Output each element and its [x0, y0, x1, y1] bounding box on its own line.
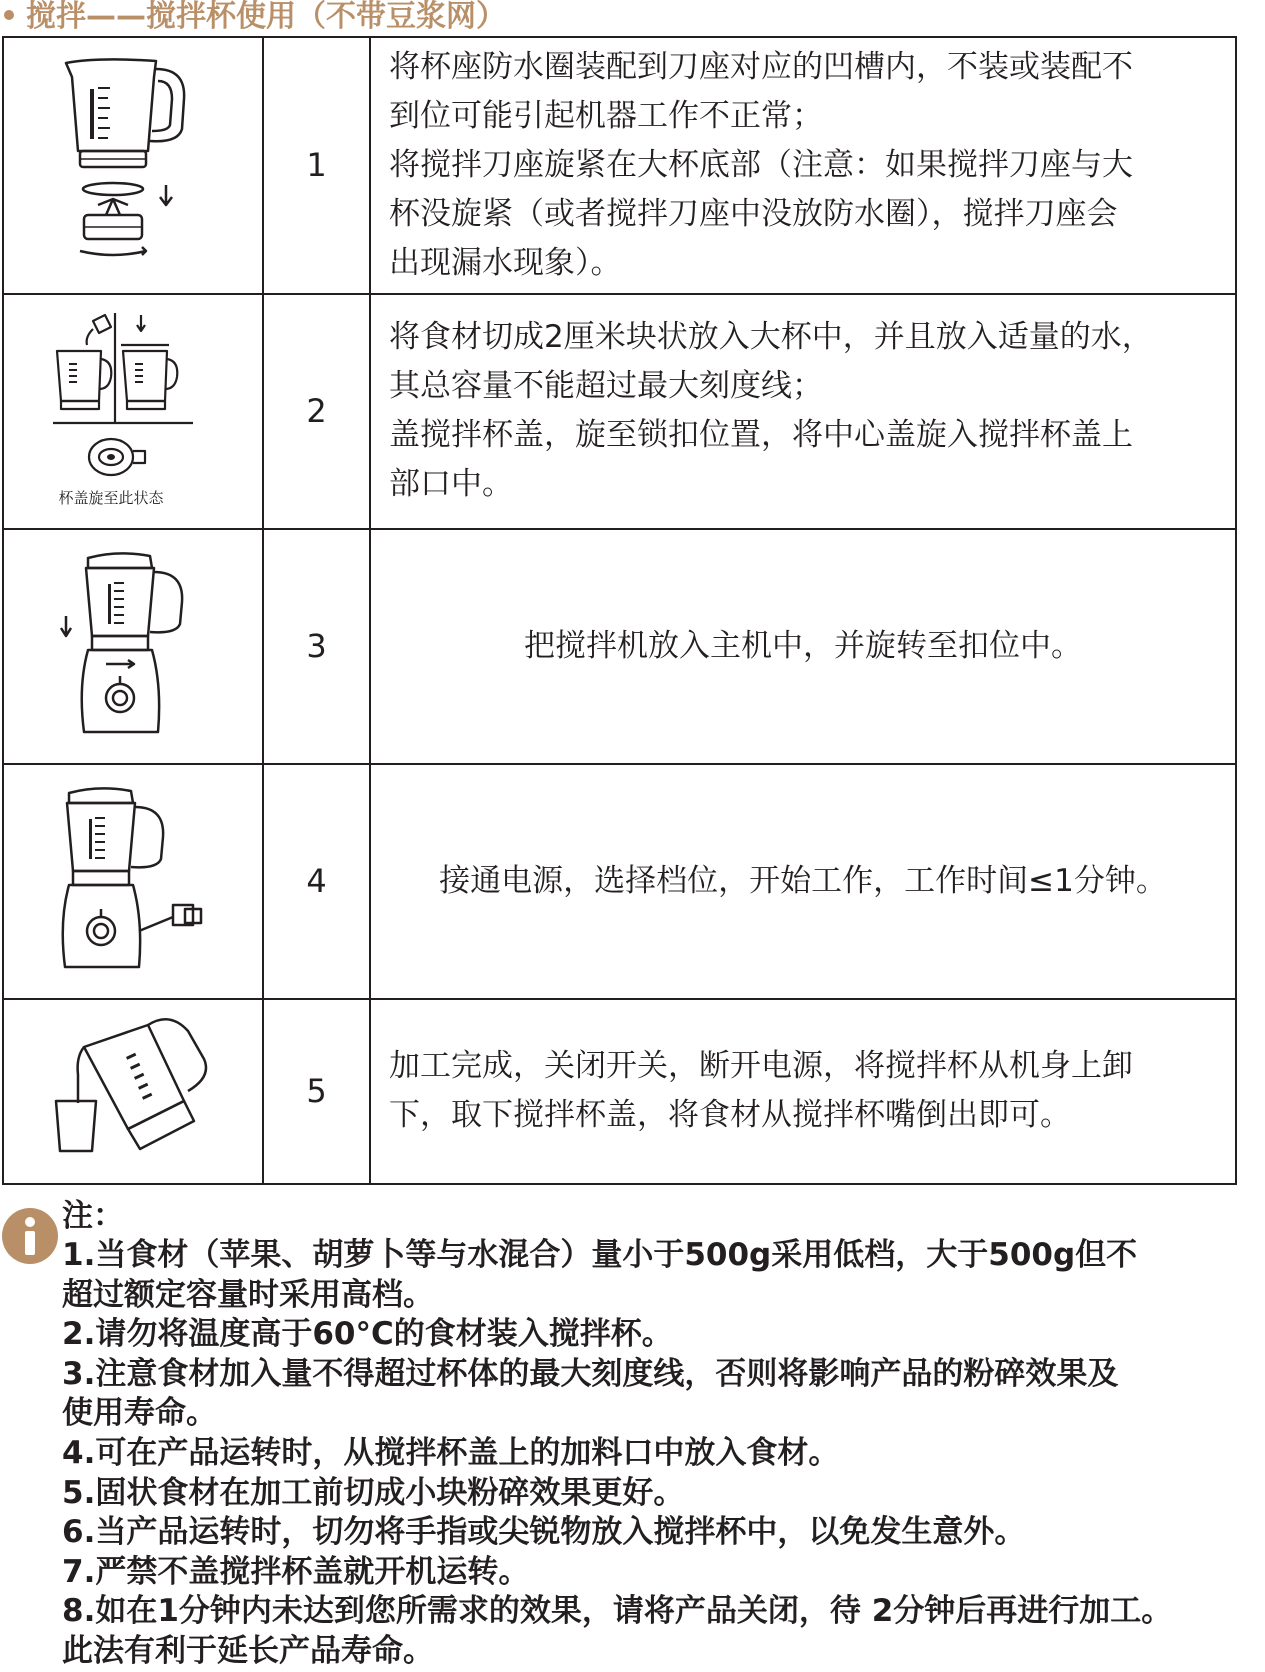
- step-4-illustration: [3, 764, 263, 999]
- step-text-line: 将杯座防水圈装配到刀座对应的凹槽内，不装或装配不: [389, 48, 1133, 85]
- step-row-1: [3, 37, 1236, 294]
- step-text-line: 将搅拌刀座旋紧在大杯底部（注意：如果搅拌刀座与大: [389, 146, 1133, 183]
- note-line: 2.请勿将温度高于60°C的食材装入搅拌杯。: [62, 1316, 673, 1353]
- step-number: 3: [263, 529, 370, 764]
- step-text-line: 加工完成，关闭开关，断开电源，将搅拌杯从机身上卸: [389, 1048, 1133, 1085]
- note-line: 使用寿命。: [62, 1395, 217, 1432]
- blender-on-base-icon: [58, 546, 208, 746]
- note-title: 注：: [62, 1198, 124, 1234]
- step-2-illustration: [3, 294, 263, 529]
- note-line: 4.可在产品运转时，从搅拌杯盖上的加料口中放入食材。: [62, 1434, 840, 1471]
- pour-out-icon: [48, 1011, 218, 1171]
- step-row-2: [3, 294, 1236, 529]
- step-row-4: [3, 764, 1236, 999]
- step-number: 5: [263, 999, 370, 1184]
- note-body: [62, 1236, 1262, 1672]
- section-title-text: 搅拌——搅拌杯使用（不带豆浆网）: [26, 0, 506, 34]
- step-row-3: [3, 529, 1236, 764]
- step-number: 1: [263, 37, 370, 294]
- blender-plugged-in-icon: [53, 781, 213, 981]
- section-title: [0, 0, 506, 34]
- step-number: 2: [263, 294, 370, 529]
- note-line: 6.当产品运转时，切勿将手指或尖锐物放入搅拌杯中，以免发生意外。: [62, 1514, 1026, 1551]
- step-5-text: [370, 999, 1236, 1184]
- lid-caption: 杯盖旋至此状态: [58, 489, 164, 508]
- step-text-line: 部口中。: [389, 466, 513, 503]
- step-text-line: 盖搅拌杯盖，旋至锁扣位置，将中心盖旋入搅拌杯盖上: [389, 417, 1133, 454]
- note-line: 1.当食材（苹果、胡萝卜等与水混合）量小于500g采用低档，大于500g但不: [62, 1237, 1138, 1273]
- info-icon: [2, 1208, 58, 1264]
- step-text-line: 将食材切成2厘米块状放入大杯中，并且放入适量的水，: [389, 319, 1153, 356]
- step-3-illustration: [3, 529, 263, 764]
- step-row-5: [3, 999, 1236, 1184]
- bullet-dot: [4, 10, 14, 20]
- step-text-line: 其总容量不能超过最大刻度线；: [389, 368, 823, 405]
- add-food-water-icon: [53, 311, 213, 511]
- step-5-illustration: [3, 999, 263, 1184]
- step-text-line: 到位可能引起机器工作不正常；: [389, 97, 823, 134]
- note-line: 超过额定容量时采用高档。: [62, 1276, 434, 1313]
- step-text-line: 接通电源，选择档位，开始工作，工作时间≤1分钟。: [439, 862, 1167, 899]
- step-number: 4: [263, 764, 370, 999]
- step-3-text: [370, 529, 1236, 764]
- note-line: 7.严禁不盖搅拌杯盖就开机运转。: [62, 1553, 530, 1590]
- step-2-text: [370, 294, 1236, 529]
- steps-table: [2, 36, 1237, 1185]
- step-1-illustration: [3, 37, 263, 294]
- step-text-line: 出现漏水现象）。: [389, 244, 622, 281]
- note-line: 5.固状食材在加工前切成小块粉碎效果更好。: [62, 1474, 685, 1511]
- step-text-line: 下，取下搅拌杯盖，将食材从搅拌杯嘴倒出即可。: [389, 1097, 1071, 1134]
- step-text-line: 杯没旋紧（或者搅拌刀座中没放防水圈），搅拌刀座会: [389, 195, 1118, 232]
- blender-jar-assembly-icon: [58, 55, 208, 275]
- note-line: 3.注意食材加入量不得超过杯体的最大刻度线，否则将影响产品的粉碎效果及: [62, 1355, 1119, 1392]
- note-line: 8.如在1分钟内未达到您所需求的效果，请将产品关闭，待 2分钟后再进行加工。: [62, 1593, 1173, 1630]
- step-text-line: 把搅拌机放入主机中，并旋转至扣位中。: [524, 627, 1082, 664]
- step-1-text: [370, 37, 1236, 294]
- step-4-text: [370, 764, 1236, 999]
- note-line: 此法有利于延长产品寿命。: [62, 1632, 434, 1669]
